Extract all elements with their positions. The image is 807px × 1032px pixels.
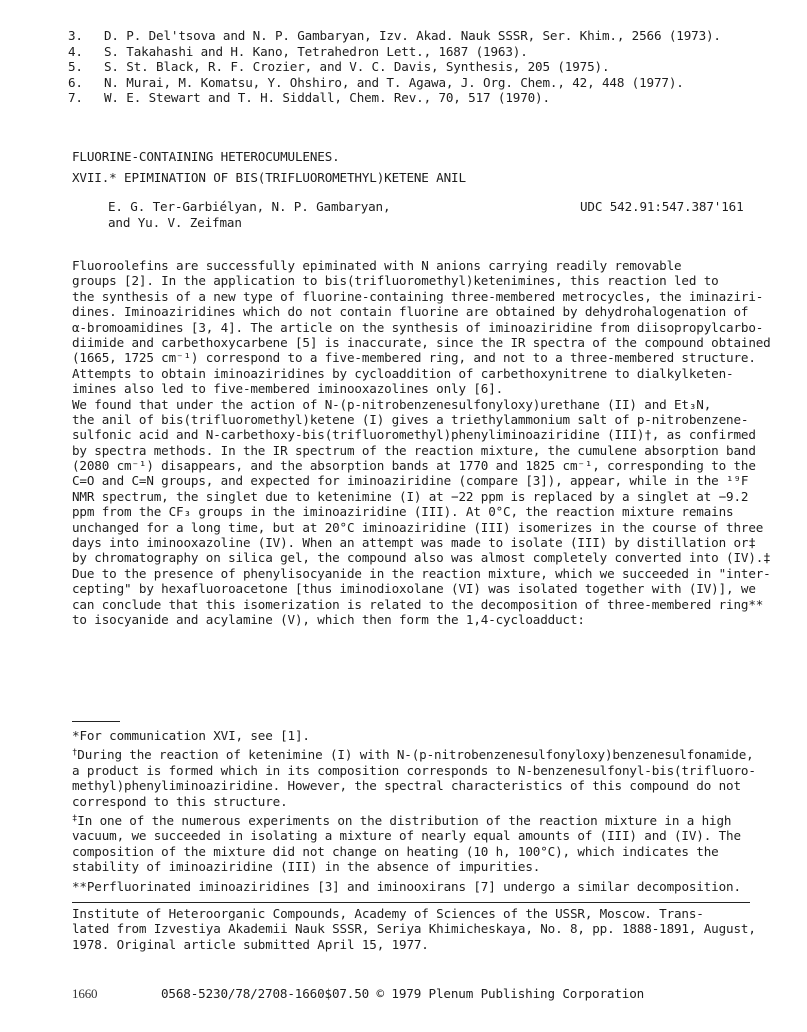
body-line: C=O and C=N groups, and expected for iminoaziridine (compare [3]), appear, while in the ¹⁹F <box>72 473 749 489</box>
footnote-line <box>72 813 752 828</box>
body-line: dines. Iminoaziridines which do not contain fluorine are obtained by dehydrohalogenation of <box>72 304 749 320</box>
footnote-line: stability of iminoaziridine (III) in the absence of impurities. <box>72 859 541 875</box>
body-line: days into iminooxazoline (IV). When an attempt was made to isolate (III) by distillation or‡ <box>72 535 756 551</box>
reference-text: N. Murai, M. Komatsu, Y. Ohshiro, and T. Agawa, J. Org. Chem., 42, 448 (1977). <box>104 74 684 90</box>
footnote-line <box>72 747 752 762</box>
affiliation-block <box>72 906 756 952</box>
reference-number: 5. <box>68 59 83 74</box>
footnote-mark: ‡ <box>72 813 78 824</box>
affiliation-line: lated from Izvestiya Akademii Nauk SSSR, Seriya Khimicheskaya, No. 8, pp. 1888-1891, August, <box>72 921 756 937</box>
authors-line: E. G. Ter-Garbiélyan, N. P. Gambaryan, <box>108 199 391 214</box>
body-line: sulfonic acid and N-carbethoxy-bis(trifluoromethyl)phenyliminoaziridine (III)†, as confirmed <box>72 427 756 443</box>
body-line: unchanged for a long time, but at 20°C iminoaziridine (III) isomerizes in the course of three <box>72 519 764 535</box>
reference-text: D. P. Del'tsova and N. P. Gambaryan, Izv. Akad. Nauk SSSR, Ser. Khim., 2566 (1973). <box>104 28 721 43</box>
body-line: the synthesis of a new type of fluorine-containing three-membered metrocycles, the iminaziri- <box>72 288 764 304</box>
body-line: (2080 cm⁻¹) disappears, and the absorption bands at 1770 and 1825 cm⁻¹, corresponding to the <box>72 458 756 474</box>
body-line: We found that under the action of N-(p-nitrobenzenesulfonyloxy)urethane (II) and Et₃N, <box>72 396 712 412</box>
footnote-line: composition of the mixture did not change on heating (10 h, 100°C), which indicates the <box>72 843 719 859</box>
body-line: the anil of bis(trifluoromethyl)ketene (I) gives a triethylammonium salt of p-nitrobenzene- <box>72 411 749 427</box>
body-line: to isocyanide and acylamine (V), which then form the 1,4-cycloadduct: <box>72 611 585 627</box>
author-block <box>108 199 390 231</box>
reference-number: 3. <box>68 28 83 43</box>
footnote-mark: † <box>72 748 78 759</box>
reference-item <box>68 28 788 44</box>
udc-code: UDC 542.91:547.387'161 <box>580 199 744 214</box>
reference-text: S. Takahashi and H. Kano, Tetrahedron Lett., 1687 (1963). <box>104 43 528 59</box>
body-line: Fluoroolefins are successfully epiminated with N anions carrying readily removable <box>72 258 682 273</box>
body-line: cepting" by hexafluoroacetone [thus iminodioxolane (VI) was isolated together with (IV)], we <box>72 581 756 597</box>
reference-item <box>68 59 788 75</box>
footnote-line: correspond to this structure. <box>72 793 288 809</box>
body-line: α-bromoamidines [3, 4]. The article on the synthesis of iminoaziridine from diisopropylcarbo- <box>72 319 764 335</box>
footnote-line: a product is formed which in its composition corresponds to N-benzenesulfonyl-bis(trifluoro- <box>72 762 756 778</box>
reference-number: 4. <box>68 43 83 59</box>
footnote-mark: ** <box>72 878 87 894</box>
affiliation-line: 1978. Original article submitted April 15, 1977. <box>72 936 429 952</box>
body-line: by spectra methods. In the IR spectrum of the reaction mixture, the cumulene absorption band <box>72 442 756 458</box>
reference-number: 7. <box>68 90 83 105</box>
footnote-line: vacuum, we succeeded in isolating a mixture of nearly equal amounts of (III) and (IV). The <box>72 828 741 844</box>
reference-item <box>68 75 788 91</box>
body-line: imines also led to five-membered iminooxazolines only [6]. <box>72 381 504 397</box>
footnote-text: Perfluorinated iminoaziridines [3] and iminooxirans [7] undergo a similar decomposition. <box>86 878 741 894</box>
body-line: Due to the presence of phenylisocyanide in the reaction mixture, which we succeeded in "inter- <box>72 565 771 581</box>
footnote-line: methyl)phenyliminoaziridine. However, the spectral characteristics of this compound do not <box>72 778 741 794</box>
page-number: 1660 <box>72 986 98 1001</box>
body-line: groups [2]. In the application to bis(trifluoromethyl)ketenimines, this reaction led to <box>72 273 719 289</box>
reference-text: S. St. Black, R. F. Crozier, and V. C. Davis, Synthesis, 205 (1975). <box>104 59 610 74</box>
footnote-mark: * <box>72 728 80 743</box>
footnote-divider <box>72 721 120 722</box>
footnote-text: During the reaction of ketenimine (I) with N-(p-nitrobenzenesulfonyloxy)benzenesulfonamide, <box>77 747 754 763</box>
body-line: (1665, 1725 cm⁻¹) correspond to a five-membered ring, and not to a three-membered structure. <box>72 350 756 366</box>
copyright-line: 0568-5230/78/2708-1660$07.50 © 1979 Plenum Publishing Corporation <box>161 986 645 1001</box>
footnote-line <box>72 728 752 743</box>
footnote-line <box>72 879 752 894</box>
article-series-title: FLUORINE-CONTAINING HETEROCUMULENES. <box>72 149 340 164</box>
affiliation-line: Institute of Heteroorganic Compounds, Academy of Sciences of the USSR, Moscow. Trans- <box>72 906 704 921</box>
body-line: NMR spectrum, the singlet due to ketenimine (I) at −22 ppm is replaced by a singlet at −9.2 <box>72 488 749 504</box>
authors-line: and Yu. V. Zeifman <box>108 215 242 230</box>
footnote-text: In one of the numerous experiments on the distribution of the reaction mixture in a high <box>77 812 732 828</box>
affiliation-divider <box>72 902 750 903</box>
body-line: by chromatography on silica gel, the compound also was almost completely converted into (IV).‡ <box>72 550 771 566</box>
article-body <box>72 258 771 627</box>
reference-item <box>68 90 788 106</box>
body-line: Attempts to obtain iminoaziridines by cycloaddition of carbethoxynitrene to dialkylketen- <box>72 365 734 381</box>
reference-list <box>68 28 788 106</box>
body-line: diimide and carbethoxycarbene [5] is inaccurate, since the IR spectra of the compound obtained <box>72 334 771 350</box>
article-title: XVII.* EPIMINATION OF BIS(TRIFLUOROMETHYL)KETENE ANIL <box>72 170 466 185</box>
footnotes <box>72 728 756 894</box>
reference-number: 6. <box>68 74 83 90</box>
footnote-text: For communication XVI, see [1]. <box>79 728 310 743</box>
body-line: ppm from the CF₃ groups in the iminoaziridine (III). At 0°C, the reaction mixture remains <box>72 504 734 520</box>
reference-item <box>68 44 788 60</box>
body-line: can conclude that this isomerization is related to the decomposition of three-membered ring** <box>72 596 764 612</box>
reference-text: W. E. Stewart and T. H. Siddall, Chem. Rev., 70, 517 (1970). <box>104 90 550 105</box>
